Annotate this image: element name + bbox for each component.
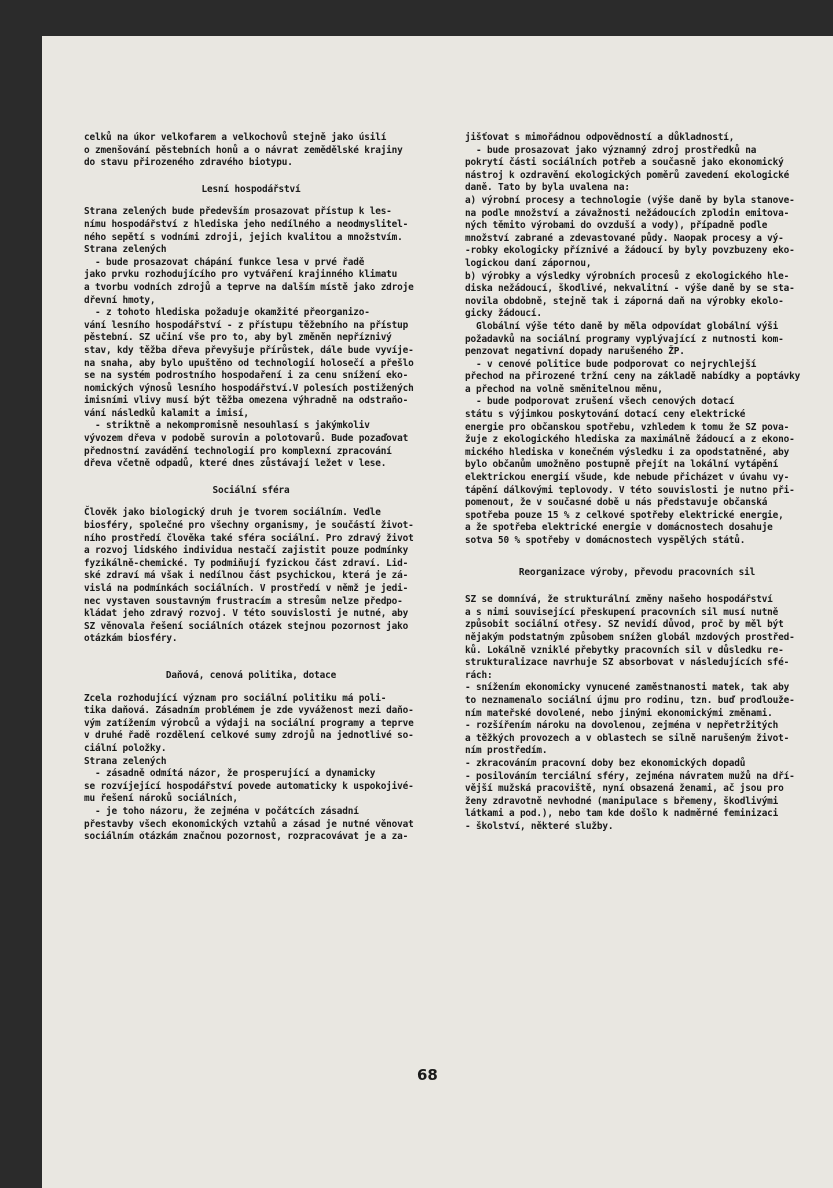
text-line: SZ se domnívá, že strukturální změny našeho hospodářství — [465, 594, 773, 606]
text-line: Strana zelených — [84, 244, 167, 256]
text-line: - z tohoto hlediska požaduje okamžité přeorganizo- — [84, 307, 370, 319]
text-line: Zcela rozhodující význam pro sociální politiku má poli- — [84, 692, 387, 704]
text-line: Člověk jako biologický druh je tvorem sociálním. Vedle — [84, 507, 381, 519]
text-line: - bude podporovat zrušení všech cenových dotací — [465, 396, 735, 408]
text-line: b) výrobky a výsledky výrobních procesů z ekologického hle- — [465, 270, 790, 282]
text-line: tápění dálkovými teplovody. V této souvislosti je nutno při- — [465, 484, 795, 496]
text-line: vislá na podmínkách sociálních. V prostředí v němž je jedi- — [84, 583, 409, 594]
text-line: žuje z ekologického hlediska za maximálně žádoucí a z ekono- — [465, 434, 795, 446]
heading-tax-policy: Daňová, cenová politika, dotace — [165, 669, 337, 681]
text-line: vání lesního hospodářství - z přístupu těžebního na přístup — [84, 319, 409, 331]
text-line: to neznamenalo sociální újmu pro rodinu, tzn. buď prodlouže- — [465, 694, 795, 706]
text-line: - zkracováním pracovní doby bez ekonomických dopadů — [465, 757, 746, 769]
heading-social-sphere: Sociální sféra — [212, 484, 290, 496]
document-page — [42, 36, 833, 1188]
text-line: a rozvoj lidského individua nestačí zajistit pouze podmínky — [84, 545, 409, 557]
text-line: na podle množství a závažnosti nežádoucích zplodin emitova- — [465, 207, 790, 219]
text-line: pěstební. SZ učiní vše pro to, aby byl změněn nepříznivý — [84, 332, 392, 344]
paragraph-intro — [84, 132, 418, 170]
text-line: přednostní zavádění technologií pro komplexní zpracování — [84, 445, 392, 457]
text-line: nímu hospodářství z hlediska jeho nedílného a neodmyslitel- — [84, 218, 409, 230]
text-line: penzovat negativní dopady narušeného ŽP. — [465, 346, 685, 358]
paragraph-social — [84, 507, 418, 646]
text-line: státu s výjimkou poskytování dotací ceny elektrické — [465, 409, 746, 421]
text-line: -robky ekologicky příznivé a žádoucí by byly povzbuzeny eko- — [465, 245, 795, 257]
text-line: nějakým podstatným způsobem snížen globál mzdových prostřed- — [465, 631, 795, 643]
text-line: otázkám biosféry. — [84, 633, 178, 645]
text-line: dřevní hmoty, — [84, 294, 156, 306]
left-column — [84, 132, 418, 844]
text-line: přechod na přirozené tržní ceny na základě nabídky a poptávky — [465, 371, 801, 383]
text-line: a těžkých provozech a v oblastech se silně narušeným život- — [465, 732, 790, 744]
text-line: strukturalizace navrhuje SZ absorbovat v následujících sfé- — [465, 657, 790, 669]
text-line: ním mateřské dovolené, nebo jinými ekonomickými změnami. — [465, 707, 773, 719]
text-line: celků na úkor velkofarem a velkochovů stejně jako úsilí — [84, 132, 387, 143]
text-line: ním prostředím. — [465, 745, 548, 757]
text-line: - rozšířením nároku na dovolenou, zejména v nepřetržitých — [465, 720, 779, 732]
heading-forestry: Lesní hospodářství — [201, 183, 301, 195]
text-line: a) výrobní procesy a technologie (výše daně by byla stanove- — [465, 194, 795, 206]
text-line: do stavu přirozeného zdravého biotypu. — [84, 157, 293, 169]
text-line: imisními vlivy musí být těžba omezena výhradně na odstraňo- — [84, 395, 409, 407]
text-line: daně. Tato by byla uvalena na: — [465, 182, 630, 194]
paragraph-forestry — [84, 206, 418, 470]
text-line: kládat jeho zdravý rozvoj. V této souvislosti je nutné, aby — [84, 608, 409, 620]
text-line: vější mužská pracoviště, nyní obsazená ženami, ač jsou pro — [465, 783, 784, 795]
text-line: logickou daní zápornou, — [465, 257, 592, 269]
text-line: - zásadně odmítá názor, že prosperující a dynamicky — [84, 768, 376, 780]
text-line: sociálním otázkám značnou pozornost, rozpracovávat je a za- — [84, 831, 409, 843]
text-line: způsobit sociální otřesy. SZ nevidí důvod, proč by měl být — [465, 619, 784, 631]
text-line: - bude prosazovat jako významný zdroj prostředků na — [465, 144, 757, 156]
text-line: energie pro občanskou spotřebu, vzhledem k tomu že SZ pova- — [465, 421, 790, 433]
text-line: ské zdraví má však i nedílnou část psychickou, která je zá- — [84, 570, 409, 582]
text-line: ného sepětí s vodními zdroji, jejich kvalitou a množstvím. — [84, 231, 403, 243]
text-line: Strana zelených — [84, 755, 167, 767]
text-line: a s nimi související přeskupení pracovních sil musí nutně — [465, 606, 779, 618]
text-line: o zmenšování pěstebních honů a o návrat zemědělské krajiny — [84, 144, 403, 156]
text-line: ných těmito výrobami do ovzduší a vody), případně podle — [465, 220, 768, 232]
text-line: dřeva včetně odpadů, které dnes zůstávají ležet v lese. — [84, 458, 387, 470]
text-line: - snížením ekonomicky vynucené zaměstnanosti matek, tak aby — [465, 682, 790, 694]
text-line: požadavků na sociální programy vyplývající z nutnosti kom- — [465, 333, 784, 345]
text-line: Strana zelených bude především prosazovat přístup k les- — [84, 206, 392, 218]
text-line: a tvorbu vodních zdrojů a teprve na dalším místě jako zdroje — [84, 281, 414, 293]
text-line: - školství, některé služby. — [465, 820, 614, 832]
text-line: - bude prosazovat chápání funkce lesa v prvé řadě — [84, 256, 365, 268]
paragraph-tax — [84, 693, 418, 844]
text-line: spotřeba pouze 15 % z celkové spotřeby elektrické energie, — [465, 509, 784, 521]
text-line: jišťovat s mimořádnou odpovědností a důkladností, — [465, 132, 735, 143]
text-line: přestavby všech ekonomických vztahů a zásad je nutné věnovat — [84, 818, 414, 830]
heading-reorganization: Reorganizace výroby, převodu pracovních sil — [518, 566, 756, 578]
right-column — [465, 132, 809, 833]
text-line: tika daňová. Zásadním problémem je zde vyváženost mezi daňo- — [84, 705, 414, 717]
text-line: jako prvku rozhodujícího pro vytváření krajinného klimatu — [84, 269, 398, 281]
text-line: fyzikálně-chemické. Ty podmiňují fyzickou část zdraví. Lid- — [84, 557, 409, 569]
text-line: biosféry, společné pro všechny organismy, je součástí život- — [84, 520, 414, 532]
text-line: a že spotřeba elektrické energie v domácnostech dosahuje — [465, 522, 773, 534]
text-line: gicky žádoucí. — [465, 308, 542, 320]
text-line: vání následků kalamit a imisí, — [84, 407, 249, 419]
text-line: SZ věnovala řešení sociálních otázek stejnou pozornost jako — [84, 620, 409, 632]
text-line: stav, kdy těžba dřeva převyšuje přírůstek, dále bude vyvíje- — [84, 344, 414, 356]
text-line: - v cenové politice bude podporovat co nejrychlejší — [465, 358, 757, 370]
text-line: nomických výnosů lesního hospodářství.V polesích postižených — [84, 382, 414, 394]
text-line: vývozem dřeva v podobě surovin a polotovarů. Bude pozaďovat — [84, 433, 409, 445]
text-line: rách: — [465, 669, 493, 681]
text-line: se na systém podrostního hospodaření i za cenu snížení eko- — [84, 370, 409, 382]
text-line: mu řešení nároků sociálních, — [84, 793, 238, 805]
text-line: ciální položky. — [84, 742, 167, 754]
text-line: látkami a pod.), nebo tam kde došlo k nadměrné feminizaci — [465, 808, 779, 820]
text-line: pokrytí části sociálních potřeb a současně jako ekonomický — [465, 157, 784, 169]
paragraph-reorganization — [465, 594, 809, 833]
text-line: Globální výše této daně by měla odpovídat globální výši — [465, 320, 779, 332]
text-line: vým zatížením výrobců a výdaji na sociální programy a teprve — [84, 717, 414, 729]
text-line: - striktně a nekompromisně nesouhlasí s jakýmkoliv — [84, 420, 370, 432]
text-line: na snaha, aby bylo upuštěno od technologií holosečí a přešlo — [84, 357, 414, 369]
text-line: ženy zdravotně nevhodné (manipulace s břemeny, škodlivými — [465, 795, 779, 807]
text-line: ků. Lokálně vzniklé přebytky pracovních sil v důsledku re- — [465, 644, 784, 656]
text-line: a přechod na volně směnitelnou měnu, — [465, 383, 663, 395]
text-line: bylo občanům umožněno postupně přejít na lokální vytápění — [465, 459, 779, 471]
text-line: - posilováním terciální sféry, zejména návratem mužů na dří- — [465, 770, 795, 782]
text-line: novila obdobně, stejně tak i záporná daň na výrobky ekolo- — [465, 295, 784, 307]
text-line: - je toho názoru, že zejména v počátcích zásadní — [84, 805, 359, 817]
text-line: ního prostředí člověka také sféra sociální. Pro zdravý život — [84, 532, 414, 544]
text-line: množství zabrané a zdevastované půdy. Naopak procesy a vý- — [465, 232, 784, 244]
text-line: mického hlediska v konečném výsledku i za opodstatněné, aby — [465, 446, 790, 458]
text-line: nec vystaven soustavným frustracím a stresům nelze předpo- — [84, 595, 403, 607]
text-line: pomenout, že v současné době u nás představuje občanská — [465, 497, 768, 509]
text-line: elektrickou energií všude, kde nebude přicházet v úvahu vy- — [465, 472, 790, 484]
page-number: 68 — [417, 1066, 438, 1084]
text-line: se rozvíjející hospodářství povede automaticky k uspokojivé- — [84, 780, 414, 792]
text-line: sotva 50 % spotřeby v domácnostech vyspělých států. — [465, 535, 746, 546]
text-line: v druhé řadě rozdělení celkové sumy zdrojů na jednotlivé so- — [84, 730, 414, 742]
text-line: diska nežádoucí, škodlivé, nekvalitní - výše daně by se sta- — [465, 283, 795, 295]
paragraph-tax-cont — [465, 132, 809, 548]
text-line: nástroj k ozdravění ekologických poměrů zavedení ekologické — [465, 169, 790, 181]
